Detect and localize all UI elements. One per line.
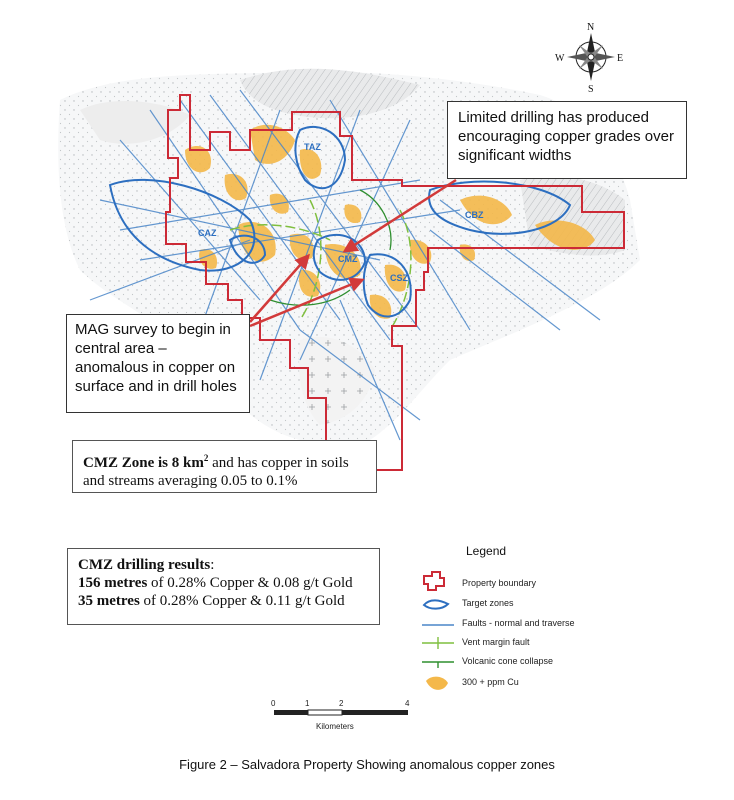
callout-mag-survey — [66, 314, 250, 413]
legend-item-target — [422, 595, 622, 611]
legend-label: Volcanic cone collapse — [462, 656, 554, 666]
scale-bar — [271, 699, 410, 731]
figure-caption: Figure 2 – Salvadora Property Showing anomalous copper zones — [179, 757, 555, 772]
cmz-drilling-results — [67, 548, 380, 625]
callout-mag-text: MAG survey to begin in central area – anomalous in copper on surface and in drill holes — [75, 321, 237, 395]
legend-item-vent — [422, 634, 622, 650]
zone-label-taz: TAZ — [304, 142, 321, 152]
scale-tick-2: 2 — [339, 699, 344, 708]
callout-drilling-text: Limited drilling has produced encouraging copper grades over significant widths — [458, 109, 674, 164]
drilling-line1-bold: 156 metres — [78, 575, 148, 591]
scale-tick-1: 1 — [305, 699, 310, 708]
drilling-title: CMZ drilling results — [78, 557, 211, 573]
legend-item-boundary — [422, 575, 622, 591]
legend-label: Faults - normal and traverse — [462, 618, 575, 628]
zone-label-csz: CSZ — [390, 273, 408, 283]
compass-w: W — [555, 53, 565, 64]
cmz-zone-bold: CMZ Zone is 8 km — [83, 455, 204, 471]
scale-tick-0: 0 — [271, 699, 276, 708]
zone-label-caz: CAZ — [198, 228, 217, 238]
legend-item-fault — [422, 615, 622, 631]
callout-drilling-grades — [447, 101, 687, 179]
legend-title: Legend — [466, 544, 507, 558]
compass-e: E — [617, 53, 624, 64]
zone-label-cmz: CMZ — [338, 254, 358, 264]
zone-label-cbz: CBZ — [465, 210, 484, 220]
scale-tick-4: 4 — [405, 699, 410, 708]
compass-n: N — [587, 22, 595, 33]
cmz-zone-summary — [72, 440, 377, 493]
legend-label: Target zones — [462, 598, 514, 608]
scale-unit: Kilometers — [316, 722, 354, 731]
legend-item-copper — [422, 674, 622, 690]
legend-item-cone — [422, 653, 622, 669]
drilling-line1-rest: of 0.28% Copper & 0.08 g/t Gold — [147, 575, 353, 591]
drilling-line2-bold: 35 metres — [78, 593, 140, 609]
legend-label: 300 + ppm Cu — [462, 677, 519, 687]
cmz-zone-rest: and has copper in soils and streams averaging 0.05 to 0.1% — [83, 455, 349, 489]
compass-rose-icon — [555, 22, 623, 95]
compass-s: S — [588, 84, 594, 95]
legend-label: Property boundary — [462, 578, 537, 588]
legend-label: Vent margin fault — [462, 637, 530, 647]
cmz-zone-sup: 2 — [203, 453, 209, 463]
drilling-line2-rest: of 0.28% Copper & 0.11 g/t Gold — [139, 593, 345, 609]
drilling-title-suffix: : — [210, 557, 215, 573]
